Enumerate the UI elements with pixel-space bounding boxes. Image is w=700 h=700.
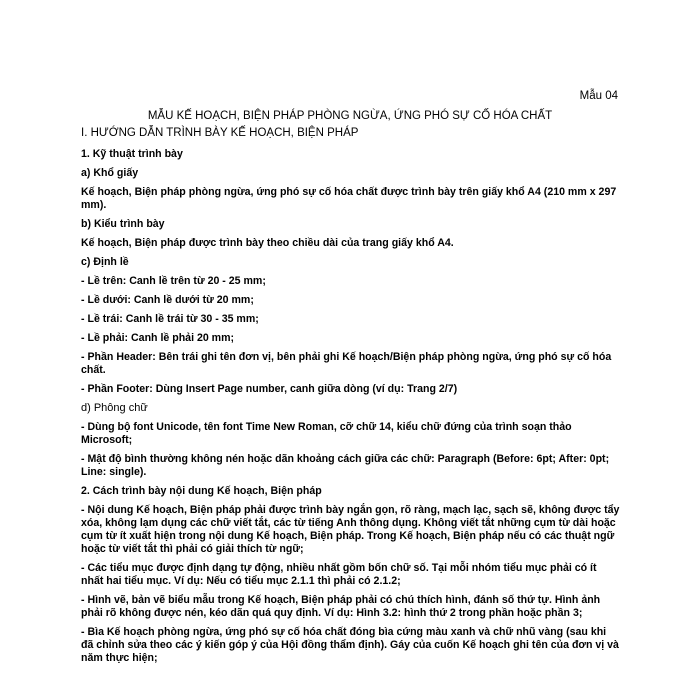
margin-right-line: - Lề phải: Canh lề phải 20 mm;	[81, 332, 235, 344]
content-rule-2: - Các tiểu mục được định dạng tự động, nhiều nhất gồm bốn chữ số. Tại mỗi nhóm tiểu mục phải có ít nhất hai tiểu mục. Ví dụ: Nếu có tiểu mục 2.1.1 thì phải có 2.1.2;	[81, 562, 597, 587]
content-rule-4: - Bìa Kế hoạch phòng ngừa, ứng phó sự cố hóa chất đóng bìa cứng màu xanh và chữ nhũ vàng (sau khi đã chỉnh sửa theo các ý kiến góp ý của Hội đồng thẩm định). Gáy của cuốn Kế hoạch ghi tên của đơn vị và năm thực hiện;	[81, 626, 619, 664]
header-line: - Phần Header: Bên trái ghi tên đơn vị, bên phải ghi Kế hoạch/Biện pháp phòng ngừa, ứng phó sự cố hóa chất.	[81, 351, 612, 376]
content-rule-1: - Nội dung Kế hoạch, Biện pháp phải được trình bày ngắn gọn, rõ ràng, mạch lạc, sạch sẽ, không được tẩy xóa, không lạm dụng các chữ viết tắt, các từ tiếng Anh thông dụng. Không viết tắt những cụm từ dài hoặc cụm từ ít xuất hiện trong nội dung Kế hoạch, Biện pháp. Trong Kế hoạch, Biện pháp nếu có các thuật ngữ hoặc từ viết tắt thì phải có giải thích từ ngữ;	[81, 504, 620, 555]
margin-left-line: - Lề trái: Canh lề trái từ 30 - 35 mm;	[81, 313, 259, 325]
subsection-heading: 1. Kỹ thuật trình bày	[81, 148, 183, 160]
paragraph-paper-size: Kế hoạch, Biện pháp phòng ngừa, ứng phó sự cố hóa chất được trình bày trên giấy khổ A4 (210 mm x 297 mm).	[81, 186, 617, 211]
font-line: - Dùng bộ font Unicode, tên font Time New Roman, cỡ chữ 14, kiểu chữ đứng của trình soạn thảo Microsoft;	[81, 421, 572, 446]
document-title: MẪU KẾ HOẠCH, BIỆN PHÁP PHÒNG NGỪA, ỨNG PHÓ SỰ CỐ HÓA CHẤT	[147, 110, 553, 122]
document-body	[81, 126, 621, 671]
spacing-line: - Mật độ bình thường không nén hoặc dãn khoảng cách giữa các chữ: Paragraph (Before: 6pt; After: 0pt; Line: single).	[81, 453, 610, 478]
footer-line: - Phần Footer: Dùng Insert Page number, canh giữa dòng (ví dụ: Trang 2/7)	[81, 383, 458, 395]
item-heading-paper-size: a) Khổ giấy	[81, 167, 139, 179]
paragraph-layout: Kế hoạch, Biện pháp được trình bày theo chiều dài của trang giấy khổ A4.	[81, 237, 454, 249]
item-heading-margins: c) Định lề	[81, 256, 129, 268]
subsection-heading-content: 2. Cách trình bày nội dung Kế hoạch, Biện pháp	[81, 485, 322, 497]
item-heading-font: d) Phông chữ	[81, 402, 148, 414]
section-heading: I. HƯỚNG DẪN TRÌNH BÀY KẾ HOẠCH, BIỆN PHÁP	[81, 127, 359, 139]
content-rule-3: - Hình vẽ, bản vẽ biểu mẫu trong Kế hoạch, Biện pháp phải có chú thích hình, đánh số thứ tự. Hình ảnh phải rõ không được nén, kéo dãn quá quy định. Ví dụ: Hình 3.2: hình thứ 2 trong phần hoặc phần 3;	[81, 594, 601, 619]
margin-top-line: - Lề trên: Canh lề trên từ 20 - 25 mm;	[81, 275, 266, 287]
item-heading-layout: b) Kiểu trình bày	[81, 218, 165, 230]
margin-bottom-line: - Lề dưới: Canh lề dưới từ 20 mm;	[81, 294, 254, 306]
form-number: Mẫu 04	[579, 90, 618, 102]
